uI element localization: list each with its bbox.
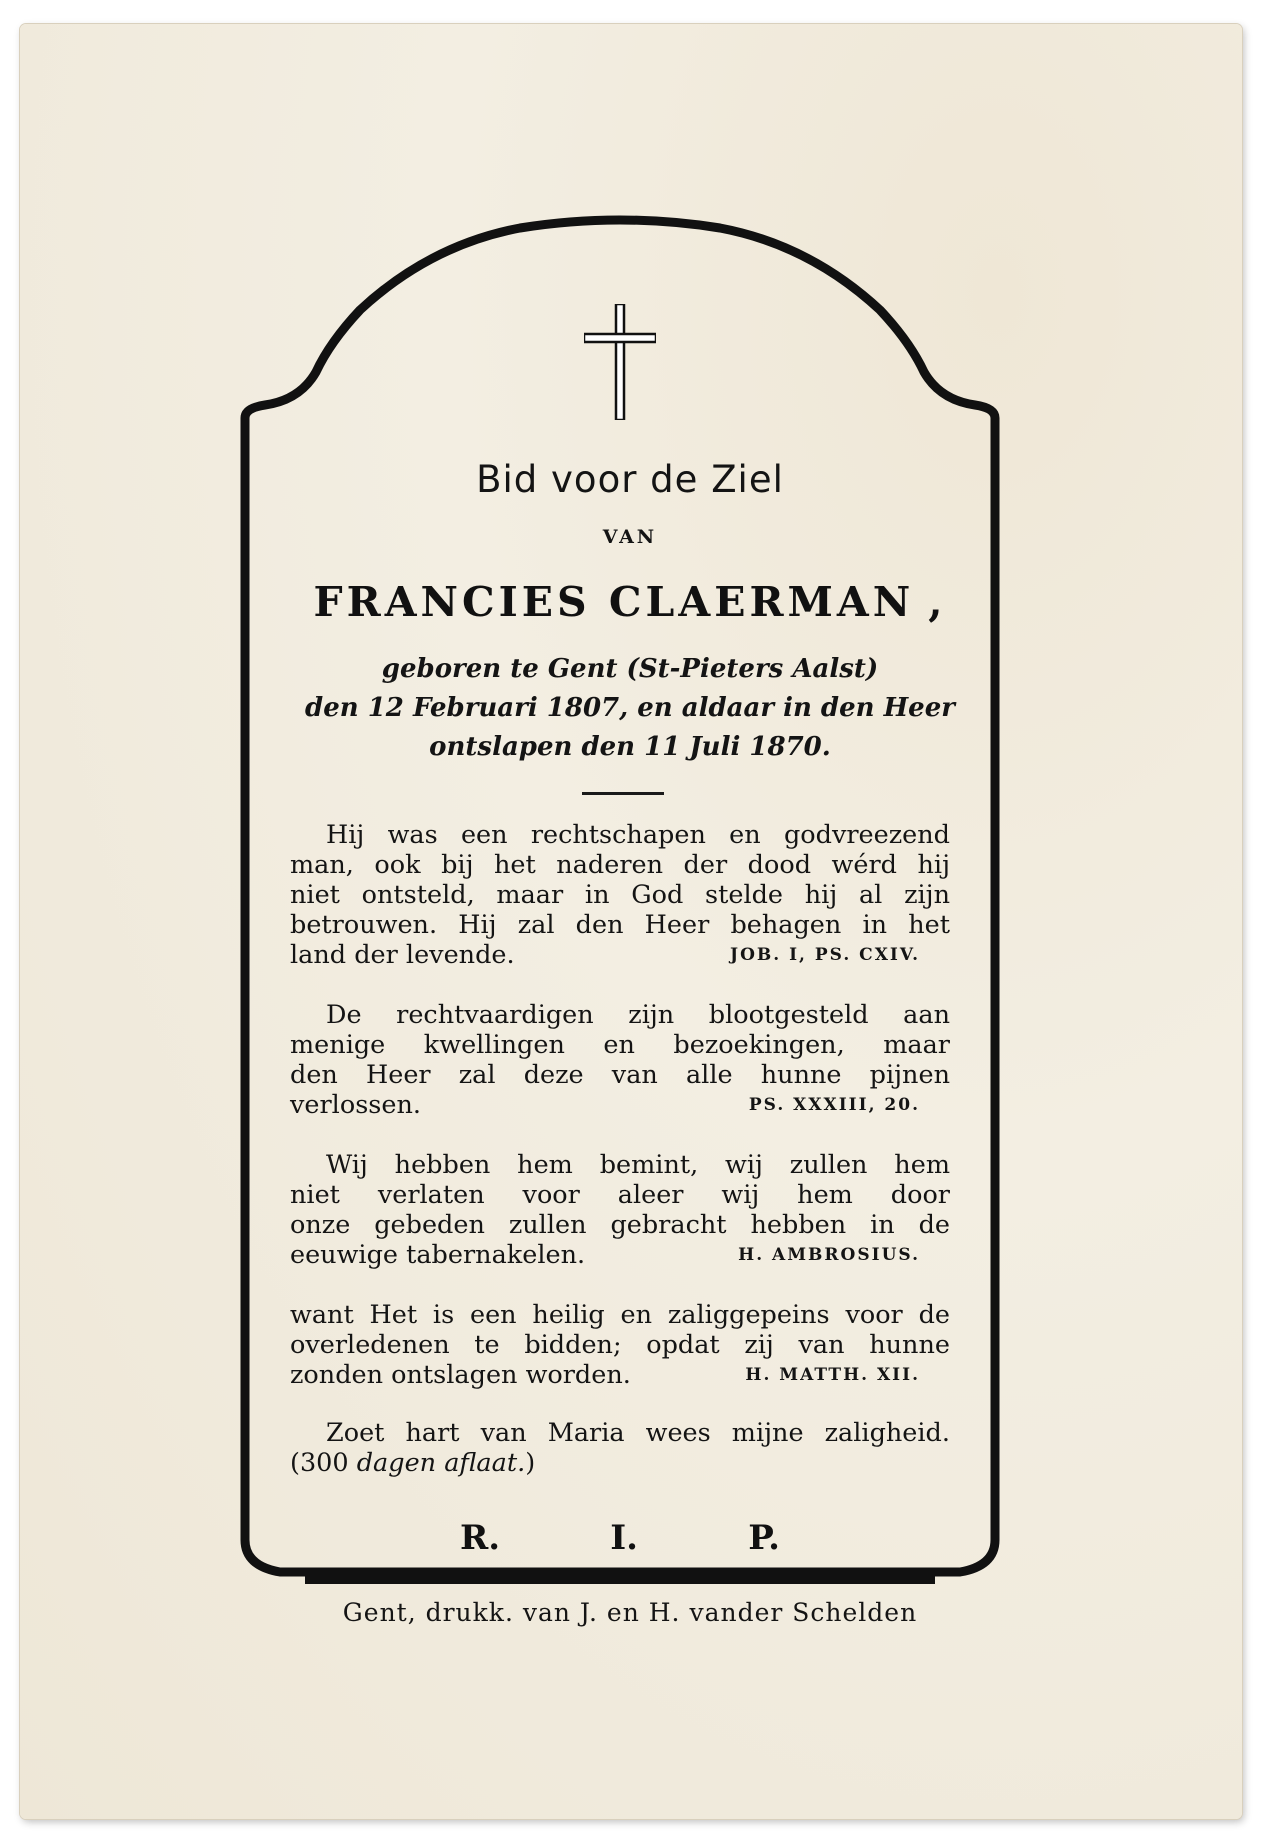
paragraph-line: De rechtvaardigen zijn blootgesteld aan <box>326 1000 950 1030</box>
paragraph-line: betrouwen. Hij zal den Heer behagen in het <box>290 910 950 940</box>
indulgence-text: dagen aflaat. <box>356 1448 526 1478</box>
birth-line-2: den 12 Februari 1807, en aldaar in den Heer <box>305 693 955 723</box>
paragraph-text: zonden ontslagen worden. <box>290 1360 631 1390</box>
paragraph-text: verlossen. <box>290 1090 421 1120</box>
name-comma: , <box>928 578 947 626</box>
divider-rule <box>582 792 664 795</box>
paragraph-last-line <box>290 1090 950 1120</box>
rip-letter: R. <box>460 1518 501 1558</box>
paragraph-line: overledenen te bidden; opdat zij van hunne <box>290 1330 950 1360</box>
paragraph-line: onze gebeden zullen gebracht hebben in de <box>290 1210 950 1240</box>
prayer-line-2 <box>290 1448 950 1478</box>
paragraph-last-line <box>290 1360 950 1390</box>
scripture-reference: PS. XXXIII, 20. <box>748 1095 920 1115</box>
printer-credit: Gent, drukk. van J. en H. vander Schelden <box>342 1598 918 1627</box>
paragraph-line: Hij was een rechtschapen en godvreezend <box>326 820 950 850</box>
paragraph-line: menige kwellingen en bezoekingen, maar <box>290 1030 950 1060</box>
rip-letters <box>460 1518 780 1558</box>
indulgence-open: (300 <box>290 1448 357 1478</box>
prayer <box>290 1418 950 1478</box>
paragraph-line: Wij hebben hem bemint, wij zullen hem <box>326 1150 950 1180</box>
scripture-reference: H. MATTH. XII. <box>745 1365 920 1385</box>
paragraph-text: land der levende. <box>290 940 515 970</box>
cross-icon <box>584 304 656 420</box>
indulgence-close: ) <box>525 1448 536 1478</box>
paragraph-text: eeuwige tabernakelen. <box>290 1240 586 1270</box>
birth-details <box>240 650 1020 767</box>
paragraph-line: want Het is een heilig en zaliggepeins voor de <box>290 1300 950 1330</box>
paragraph-line: man, ook bij het naderen der dood wérd hij <box>290 850 950 880</box>
prayer-line-1: Zoet hart van Maria wees mijne zaligheid. <box>326 1418 950 1448</box>
rip-letter: I. <box>610 1518 639 1558</box>
paragraph-1 <box>290 820 950 970</box>
birth-line-3: ontslapen den 11 Juli 1870. <box>429 732 831 762</box>
paragraph-last-line <box>290 940 950 970</box>
paragraph-2 <box>290 1000 950 1120</box>
paragraph-last-line <box>290 1240 950 1270</box>
paragraph-line: den Heer zal deze van alle hunne pijnen <box>290 1060 950 1090</box>
paragraph-line: niet verlaten voor aleer wij hem door <box>290 1180 950 1210</box>
rip-letter: P. <box>748 1518 780 1558</box>
scripture-reference: H. AMBROSIUS. <box>738 1245 920 1265</box>
scripture-reference: JOB. I, PS. CXIV. <box>730 945 920 965</box>
van-label: VAN <box>602 526 658 548</box>
deceased-name <box>240 578 1020 626</box>
deceased-name-text: FRANCIES CLAERMAN <box>313 578 915 626</box>
paragraph-4 <box>290 1300 950 1390</box>
paragraph-line: niet ontsteld, maar in God stelde hij al zijn <box>290 880 950 910</box>
paragraph-3 <box>290 1150 950 1270</box>
heading: Bid voor de Ziel <box>476 458 784 501</box>
birth-line-1: geboren te Gent (St-Pieters Aalst) <box>381 654 879 684</box>
